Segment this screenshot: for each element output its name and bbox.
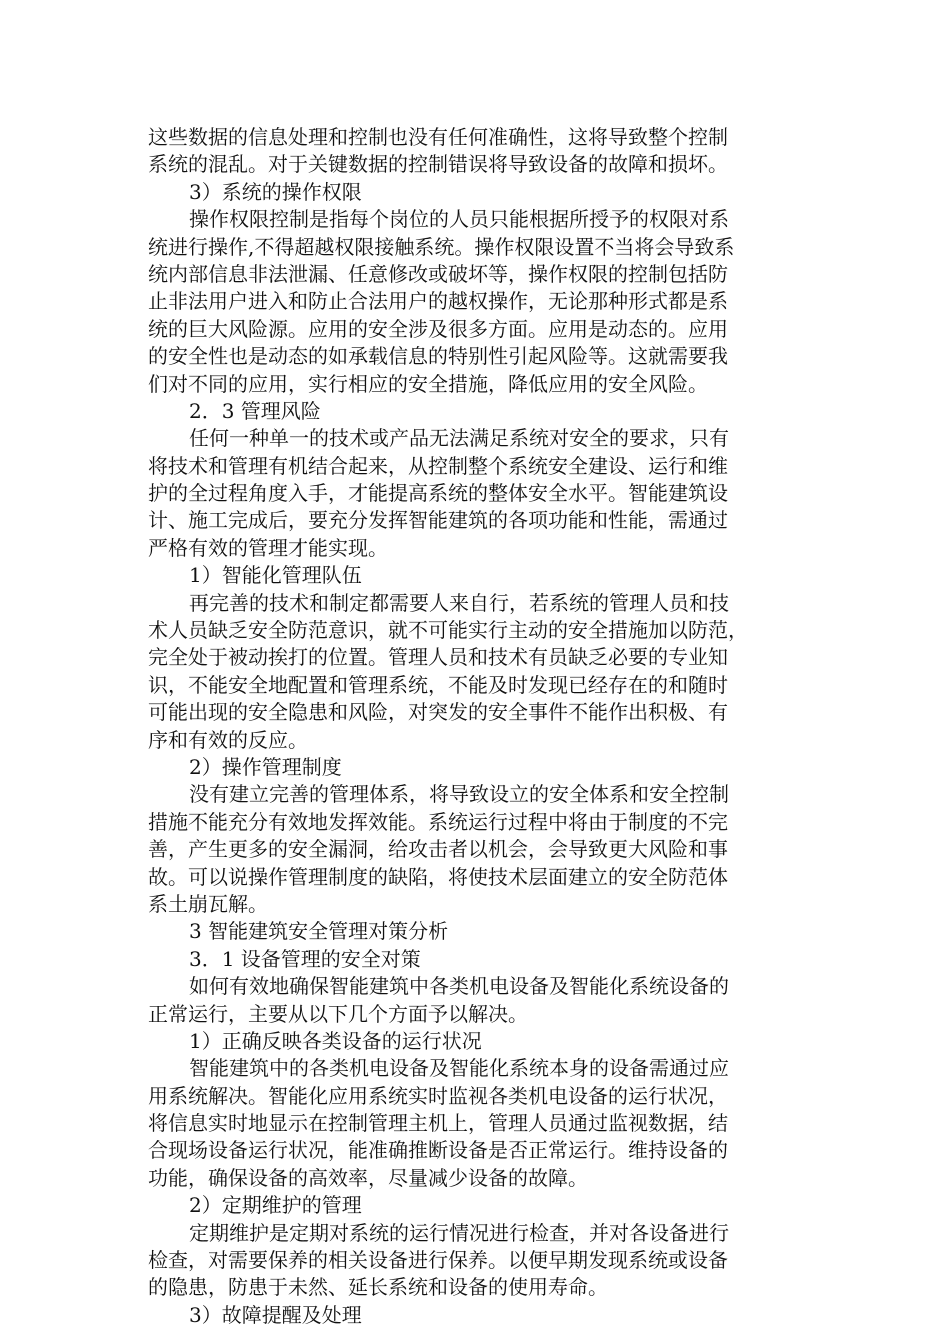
text-line: 严格有效的管理才能实现。 bbox=[148, 535, 388, 560]
text-line: 1）正确反映各类设备的运行状况 bbox=[189, 1028, 482, 1053]
text-line: 们对不同的应用，实行相应的安全措施，降低应用的安全风险。 bbox=[148, 371, 708, 396]
text-line: 3．1 设备管理的安全对策 bbox=[189, 946, 421, 971]
text-line: 计、施工完成后，要充分发挥智能建筑的各项功能和性能，需通过 bbox=[148, 508, 728, 533]
text-line: 任何一种单一的技术或产品无法满足系统对安全的要求，只有 bbox=[189, 426, 729, 451]
text-line: 3 智能建筑安全管理对策分析 bbox=[189, 919, 449, 944]
text-line: 智能建筑中的各类机电设备及智能化系统本身的设备需通过应 bbox=[189, 1056, 729, 1081]
text-line: 定期维护是定期对系统的运行情况进行检查，并对各设备进行 bbox=[189, 1220, 729, 1245]
text-line: 2）操作管理制度 bbox=[189, 754, 342, 779]
text-line: 功能，确保设备的高效率，尽量减少设备的故障。 bbox=[148, 1165, 588, 1190]
text-line: 3）故障提醒及处理 bbox=[189, 1302, 362, 1327]
text-line: 善，产生更多的安全漏洞，给攻击者以机会，会导致更大风险和事 bbox=[148, 837, 728, 862]
text-line: 合现场设备运行状况，能准确推断设备是否正常运行。维持设备的 bbox=[148, 1138, 728, 1163]
text-line: 将技术和管理有机结合起来，从控制整个系统安全建设、运行和维 bbox=[148, 453, 728, 478]
text-line: 故。可以说操作管理制度的缺陷，将使技术层面建立的安全防范体 bbox=[148, 864, 728, 889]
text-line: 没有建立完善的管理体系，将导致设立的安全体系和安全控制 bbox=[189, 782, 729, 807]
text-line: 序和有效的反应。 bbox=[148, 727, 308, 752]
text-line: 2）定期维护的管理 bbox=[189, 1193, 362, 1218]
text-line: 措施不能充分有效地发挥效能。系统运行过程中将由于制度的不完 bbox=[148, 809, 728, 834]
text-line: 正常运行，主要从以下几个方面予以解决。 bbox=[148, 1001, 528, 1026]
text-line: 系土崩瓦解。 bbox=[148, 891, 268, 916]
text-line: 操作权限控制是指每个岗位的人员只能根据所授予的权限对系 bbox=[189, 207, 729, 232]
text-line: 术人员缺乏安全防范意识，就不可能实行主动的安全措施加以防范， bbox=[148, 618, 748, 643]
text-line: 用系统解决。智能化应用系统实时监视各类机电设备的运行状况， bbox=[148, 1083, 728, 1108]
document-page bbox=[148, 124, 808, 1329]
text-line: 完全处于被动挨打的位置。管理人员和技术有员缺乏必要的专业知 bbox=[148, 645, 728, 670]
text-line: 系统的混乱。对于关键数据的控制错误将导致设备的故障和损坏。 bbox=[148, 152, 728, 177]
text-line: 止非法用户进入和防止合法用户的越权操作，无论那种形式都是系 bbox=[148, 289, 728, 314]
text-line: 可能出现的安全隐患和风险，对突发的安全事件不能作出积极、有 bbox=[148, 700, 728, 725]
text-line: 的隐患，防患于未然、延长系统和设备的使用寿命。 bbox=[148, 1275, 608, 1300]
text-line: 识，不能安全地配置和管理系统，不能及时发现已经存在的和随时 bbox=[148, 672, 728, 697]
text-line: 统内部信息非法泄漏、任意修改或破坏等，操作权限的控制包括防 bbox=[148, 261, 728, 286]
text-line: 的安全性也是动态的如承载信息的特别性引起风险等。这就需要我 bbox=[148, 344, 728, 369]
text-line: 将信息实时地显示在控制管理主机上，管理人员通过监视数据，结 bbox=[148, 1111, 728, 1136]
text-line: 统进行操作,不得超越权限接触系统。操作权限设置不当将会导致系 bbox=[148, 234, 735, 259]
text-line: 护的全过程角度入手，才能提高系统的整体安全水平。智能建筑设 bbox=[148, 481, 728, 506]
text-line: 2．3 管理风险 bbox=[189, 398, 321, 423]
text-line: 这些数据的信息处理和控制也没有任何准确性，这将导致整个控制 bbox=[148, 125, 728, 149]
text-line: 3）系统的操作权限 bbox=[189, 179, 362, 204]
text-line: 检查，对需要保养的相关设备进行保养。以便早期发现系统或设备 bbox=[148, 1248, 728, 1273]
text-line: 1）智能化管理队伍 bbox=[189, 563, 362, 588]
text-line: 如何有效地确保智能建筑中各类机电设备及智能化系统设备的 bbox=[189, 974, 729, 999]
text-line: 统的巨大风险源。应用的安全涉及很多方面。应用是动态的。应用 bbox=[148, 316, 728, 341]
text-line: 再完善的技术和制定都需要人来自行，若系统的管理人员和技 bbox=[189, 590, 729, 615]
